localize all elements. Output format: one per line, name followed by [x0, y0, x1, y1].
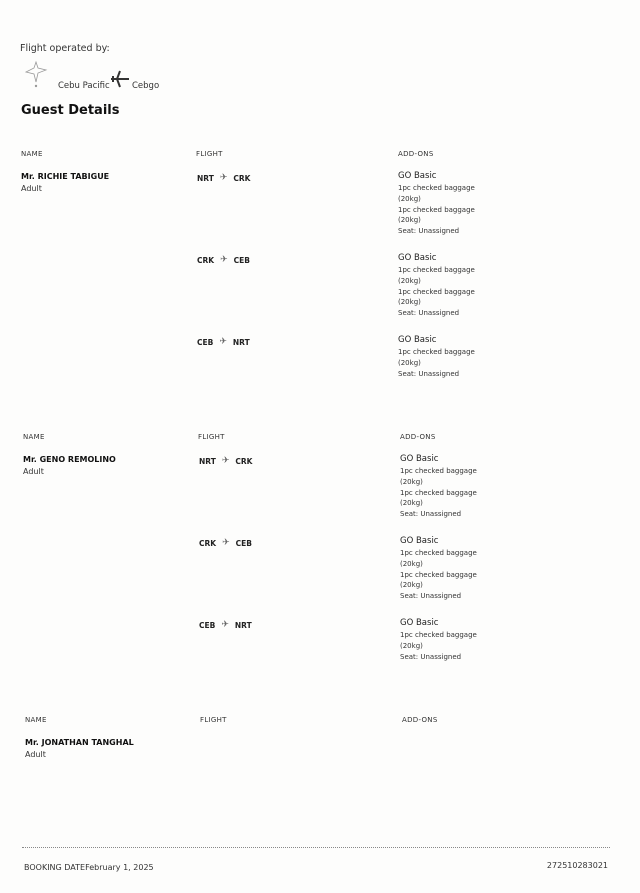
plane-icon: ✈: [222, 538, 230, 548]
destination-code: CEB: [235, 538, 252, 548]
column-header-flight: FLIGHT: [196, 150, 223, 158]
guest-type: Adult: [25, 750, 46, 759]
origin-code: CRK: [199, 538, 217, 548]
flight-route: [199, 456, 252, 466]
column-header-name: NAME: [21, 150, 43, 158]
addon-detail: 1pc checked baggage (20kg): [398, 348, 475, 367]
column-header-addons: ADD-ONS: [402, 716, 438, 724]
guest-type: Adult: [23, 467, 44, 476]
page-title: Guest Details: [21, 103, 120, 118]
addon-detail: 1pc checked baggage (20kg): [398, 184, 475, 203]
addon-detail: 1pc checked baggage (20kg): [398, 287, 475, 307]
guest-name: Mr. RICHIE TABIGUE: [21, 172, 110, 181]
guest-info: [21, 172, 109, 193]
addons-block: [398, 253, 498, 319]
origin-code: CEB: [199, 620, 216, 630]
column-header-addons: ADD-ONS: [400, 433, 436, 441]
addon-detail: Seat: Unassigned: [398, 227, 460, 236]
guest-name: Mr. JONATHAN TANGHAL: [25, 738, 134, 747]
plane-icon: ✈: [219, 337, 227, 347]
guest-info: [25, 738, 134, 759]
column-header-name: NAME: [23, 433, 45, 441]
footer-divider: [22, 847, 610, 848]
bundle-name: GO Basic: [400, 618, 439, 628]
booking-date-label: BOOKING DATE: [24, 863, 86, 872]
addons-block: [400, 454, 500, 520]
origin-code: CEB: [197, 337, 214, 347]
flight-route: [197, 255, 250, 265]
addon-detail: Seat: Unassigned: [398, 309, 460, 318]
column-header-addons: ADD-ONS: [398, 150, 434, 158]
guest-info: [23, 455, 116, 476]
booking-date: [24, 863, 154, 872]
addon-detail: Seat: Unassigned: [400, 652, 462, 661]
plane-icon: ✈: [221, 620, 229, 630]
addon-detail: 1pc checked baggage (20kg): [398, 266, 475, 285]
bundle-name: GO Basic: [398, 253, 437, 263]
carrier-logos: [20, 60, 220, 96]
operated-by-label: Flight operated by:: [20, 43, 110, 54]
booking-date-value: February 1, 2025: [85, 863, 154, 872]
destination-code: NRT: [232, 337, 250, 347]
flight-route: [197, 173, 250, 183]
column-header-name: NAME: [25, 716, 47, 724]
column-header-flight: FLIGHT: [198, 433, 225, 441]
addons-block: [400, 618, 500, 662]
bundle-name: GO Basic: [398, 171, 437, 181]
guest-type: Adult: [21, 184, 42, 193]
flight-route: [199, 538, 252, 548]
addon-detail: Seat: Unassigned: [400, 592, 462, 601]
bundle-name: GO Basic: [398, 335, 437, 345]
addon-detail: 1pc checked baggage (20kg): [398, 205, 475, 225]
addon-detail: 1pc checked baggage (20kg): [400, 467, 477, 486]
plane-icon: ✈: [219, 173, 228, 183]
destination-code: CRK: [235, 456, 253, 466]
carrier-label-cebu-pacific: Cebu Pacific: [58, 81, 110, 91]
booking-reference: 272510283021: [546, 861, 608, 870]
addons-block: [400, 536, 500, 602]
addon-detail: 1pc checked baggage (20kg): [400, 549, 477, 568]
plane-icon: ✈: [221, 456, 230, 466]
addon-detail: 1pc checked baggage (20kg): [400, 570, 477, 590]
destination-code: CEB: [233, 255, 250, 265]
addon-detail: 1pc checked baggage (20kg): [400, 631, 477, 650]
bundle-name: GO Basic: [400, 536, 439, 546]
origin-code: CRK: [197, 255, 215, 265]
destination-code: CRK: [233, 173, 251, 183]
addon-detail: Seat: Unassigned: [398, 369, 460, 378]
addons-block: [398, 171, 498, 237]
carrier-label-cebgo: Cebgo: [132, 81, 160, 91]
addons-block: [398, 335, 498, 379]
destination-code: NRT: [234, 620, 252, 630]
addon-detail: 1pc checked baggage (20kg): [400, 488, 477, 508]
origin-code: NRT: [199, 456, 216, 466]
bundle-name: GO Basic: [400, 454, 439, 464]
plane-icon: [110, 70, 130, 88]
column-header-flight: FLIGHT: [200, 716, 227, 724]
addon-detail: Seat: Unassigned: [400, 510, 462, 519]
plane-icon: ✈: [220, 255, 228, 265]
flight-route: [197, 337, 250, 347]
cebu-pacific-logo-icon: [20, 60, 54, 90]
origin-code: NRT: [197, 173, 214, 183]
guest-name: Mr. GENO REMOLINO: [23, 455, 116, 464]
flight-route: [199, 620, 252, 630]
